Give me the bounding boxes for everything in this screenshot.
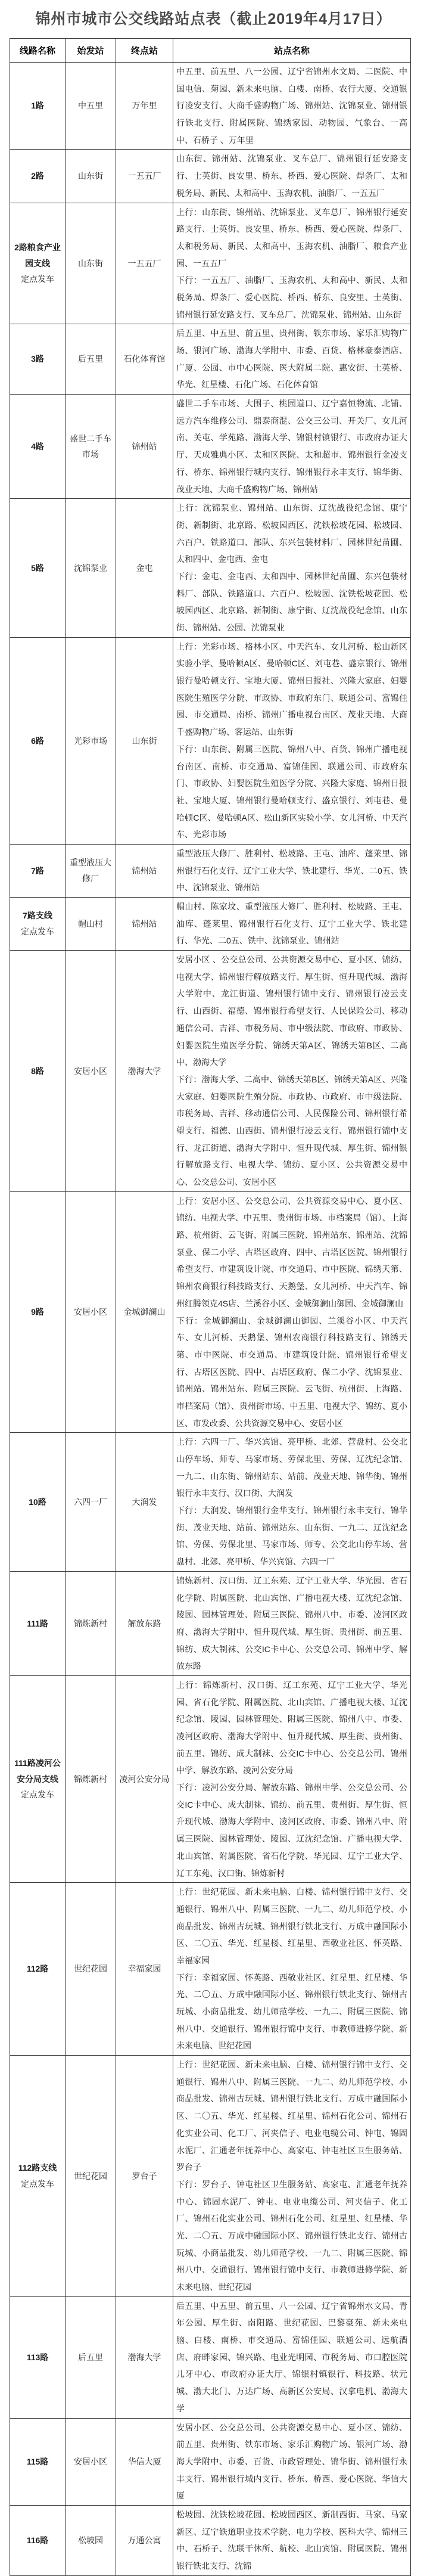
stops-paragraph: 上行：山东街、锦州站、沈锦泵业、叉车总厂、锦州银行延安路支行、士英街、良安里、桥东、桥西、爱心医院、焊条厂、太和税务局、新民、太和高中、玉海农机、油脂厂、粮食产业园、一五五厂 [176,207,407,268]
table-row [10,844,411,897]
origin-station-cell: 帽山村 [66,898,116,951]
route-note: 定点发车 [21,927,54,937]
terminus-station-cell: 渤海大学 [116,951,173,1192]
stops-paragraph: 下行：罗台子、钟屯社区卫生服务站、高家屯、汇通老年抚养中心、锦固水泥厂、钟屯、电业电缆公司、河夹信子、化工厂、锦州石化实业公司、锦州石化公司、红星里、红星楼、华光、二〇五、万成中融国际小区、锦州银行铁北支行、锦州古玩城、小商品批发、幼儿师范学校、一九二、附属三医院、锦州八中、交通银行、锦州银行锦中支行、市教师进修学院、新未来电脑、世纪花园 [176,2179,407,2292]
table-row [10,2296,411,2418]
table-row [10,1191,411,1433]
route-cell [10,1433,66,1572]
table-row [10,2505,411,2575]
origin-station-cell: 山东街 [66,150,116,203]
stop-names-cell [173,2056,411,2297]
terminus-station-cell: 一五五厂 [116,203,173,324]
terminus-station-cell: 一五五厂 [116,150,173,203]
route-name: 7路支线 [23,911,52,921]
stops-paragraph: 上行：六四一厂、华兴宾馆、亮甲桥、北郊、营盘村、公交北山停车场、师专、马家市场、劳保北里、劳保、辽沈纪念馆、一九二、山东街、锦州站东、站前、茂业天地、锦华街、锦州银行永丰支行、汉口街、大润发 [176,1437,407,1498]
terminus-station-cell: 锦州站 [116,844,173,897]
stops-paragraph: 帽山村、陈家坟、重型液压大修厂、胜利村、松坡路、王屯、油库、蓬莱里、锦州银行石化支行、辽宁工业大学、铁北建行、华光、二0五、铁中、沈锦泵业、锦州站 [176,902,407,946]
route-cell [10,63,66,150]
stops-paragraph: 下行：金城御澜山、金城御澜山御园、兰溪谷小区、中天汽车、女儿河桥、天鹅堡、锦州农商银行科技路支行、锦绣天第、市中医院、市交通局、市建筑设计院、锦州银行希望支行、古塔区医院、四中、古塔区政府、保二小学、沈锦泵业、锦州站、锦州站东、附属三医院、云飞街、杭州街、上海路、市档案局（馆）、贵州街市场、中五里、电视大学、锦纺、夏小区、市发改委、公共资源交易中心、安居小区 [176,1315,407,1428]
origin-station-cell: 中五里 [66,63,116,150]
table-row [10,324,411,395]
route-cell [10,898,66,951]
origin-station-cell: 后五里 [66,324,116,395]
route-cell [10,499,66,638]
stop-names-cell [173,324,411,395]
route-cell [10,203,66,324]
origin-station-cell: 沈锦泵业 [66,499,116,638]
route-cell [10,2418,66,2505]
table-row [10,898,411,951]
stops-paragraph: 上行：光彩市场、格林小区、中天汽车、女儿河桥、松山新区实验小学、曼哈顿A区、曼哈顿C区、刘屯巷、盛京银行、锦州银行曼哈顿支行、宝地大厦、锦州日报社、兴隆大家庭、妇婴医院生殖医学分院、市政协、市政府东门、联通公司、富锦佳园、市交通局、南桥、锦州广播电视台南区、茂业天地、大商千盛购物广场、客运站、山东街 [176,641,407,737]
terminus-station-cell: 解放东路 [116,1571,173,1675]
route-name: 2路粮食产业园支线 [14,243,61,268]
route-cell [10,637,66,844]
route-name: 111路 [27,1618,48,1628]
route-name: 111路凌河公安分局支线 [14,1758,61,1784]
route-name: 112路 [26,1964,49,1974]
stop-names-cell [173,1191,411,1433]
stops-paragraph: 上行：世纪花园、新未来电脑、白楼、锦州银行锦中支行、交通银行、锦州八中、附属三医院、一九二、幼儿师范学校、小商品批发、锦州古玩城、锦州银行铁北支行、万成中融国际小区、二〇五、华光、红星楼、红星里、锦州石化公司、锦州石化实业公司、化工厂、河夹信子、电业电缆公司、钟屯、锦固水泥厂、汇通老年抚养中心、高家屯、钟屯社区卫生服务站、罗台子 [176,2060,407,2172]
route-note: 定点发车 [21,2178,54,2189]
stop-names-cell [173,2505,411,2575]
route-cell [10,2296,66,2418]
terminus-station-cell: 石化体育馆 [116,324,173,395]
bus-routes-table [10,38,411,2576]
stop-names-cell [173,1675,411,1882]
origin-station-cell: 安居小区 [66,2418,116,2505]
stops-paragraph: 上行：世纪花园、新未来电脑、白楼、锦州银行锦中支行、交通银行、锦州八中、附属三医院、一九二、幼儿师范学校、小商品批发、锦州古玩城、锦州银行铁北支行、万成中融国际小区、二〇五、华光、红星楼、红星里、西敬业社区、怀英路、幸福家园 [176,1887,407,1965]
route-name: 3路 [31,354,44,364]
table-row [10,2418,411,2505]
route-cell [10,1571,66,1675]
header-origin-station: 始发站 [66,39,116,63]
table-row [10,951,411,1192]
stop-names-cell [173,203,411,324]
stops-paragraph: 上行：沈锦泵业、锦州站、山东街、辽沈战役纪念馆、康宁街、新制街、北京路、松坡园西区、沈铁松坡花园、松坡园、六百户、铁路道口、部队、东兴包装材料厂、园林世纪苗圃、太和四中、金屯西、金屯 [176,503,407,564]
stops-paragraph: 盛世二手车市场、大围子、桃园道口、辽宁嘉恒物流、北铺、远方汽车维修公司、鼎泰商混、公交三公司、开关厂、女儿河南、关屯、学苑路、渤海大学、锦银村镇银行、市政府办证大厅、天成雅典小区、太和区医院、太和超市、锦州银行金凌支行、桥东、锦州银行城内支行、锦州银行永丰支行、锦华街、茂业天地、大商千盛购物广场、锦州站 [176,399,407,494]
route-name: 9路 [31,1307,44,1317]
route-cell [10,1191,66,1433]
route-name: 115路 [26,2456,49,2466]
terminus-station-cell: 大润发 [116,1433,173,1572]
stops-paragraph: 山东街、锦州站、沈锦泵业、叉车总厂、锦州银行延安路支行、士英街、良安里、桥东、桥西、爱心医院、焊条厂、太和税务局、新民、太和高中、玉海农机、油脂厂、一五五厂 [176,154,407,198]
table-row [10,1883,411,2056]
table-row [10,2056,411,2297]
stops-paragraph: 下行：渤海大学、二高中、锦绣天第B区、锦绣天第A区、兴隆大家庭、妇婴医院生殖分院、市政协、市政府、市中级法院、市税务局、吉祥、移动通信公司、人民保险公司、锦州银行希望支行、福德、山西街、锦州银行凌云支行、锦州银行锦中支行、龙江街道、渤海大学附中、恒升现代城、厚生街、锦州银行解放路支行、电视大学、锦纺、夏小区、公共资源交易中心、公交总公司、安居小区 [176,1074,407,1187]
terminus-station-cell: 万通公寓 [116,2505,173,2575]
route-cell [10,324,66,395]
origin-station-cell: 山东街 [66,203,116,324]
terminus-station-cell: 锦州站 [116,898,173,951]
terminus-station-cell: 渤海大学 [116,2296,173,2418]
origin-station-cell: 世纪花园 [66,2056,116,2297]
stop-names-cell [173,2296,411,2418]
stop-names-cell [173,499,411,638]
terminus-station-cell: 罗台子 [116,2056,173,2297]
stops-paragraph: 锦炼新村、汉口街、辽工东苑、辽宁工业大学、华光园、省石化学院、附属医院、北山宾馆、广播电视大楼、辽沈纪念馆、陵园、园林管理处、附属三医院、锦州八中、市委、凌河区政府、渤海大学附中、恒升现代城、厚生街、贵州街、前五里、锦纺、成大制袜、公交IC卡中心、公交总公司、锦州中学、解放东路 [176,1575,407,1671]
stop-names-cell [173,637,411,844]
stops-paragraph: 下行：一五五厂、油脂厂、玉海农机、太和高中、新民、太和税务局、焊条厂、爱心医院、桥西、桥东、良安里、士英街、锦州银行延安路支行、叉车总厂、沈锦泵业、锦州站、山东街 [176,275,407,319]
stops-paragraph: 上行：锦炼新村、汉口街、辽工东苑、辽宁工业大学、华光园、省石化学院、附属医院、北山宾馆、广播电视大楼、辽沈纪念馆、陵园、园林管理处、附属三医院、锦州八中、市委、凌河区政府、渤海大学附中、恒升现代城、厚生街、贵州街、前五里、锦纺、成大制袜、公交IC卡中心、公交总公司、锦州中学、解放东路、凌河公安分局 [176,1680,407,1776]
origin-station-cell: 世纪花园 [66,1883,116,2056]
route-name: 1路 [31,101,44,111]
header-terminus-station: 终点站 [116,39,173,63]
stops-paragraph: 松坡园、沈铁松坡花园、松坡园西区、新制西街、马家、马家新区、辽宁铁道职业技术学院、电力学校、医科大学、锦州三中、石桥子、沈联干休所、航校、北山宾馆、附属医院、锦州银行铁北支行、沈锦 [176,2509,407,2571]
stops-paragraph: 下行：金屯、金屯西、太和四中、园林世纪苗圃、东兴包装材料厂、部队、铁路道口、六百户、松坡园、沈铁松坡花园、松坡园西区、北京路、新制街、康宁街、辽沈战役纪念馆、山东街、锦州站、公园、沈锦泵业 [176,571,407,632]
stop-names-cell [173,1883,411,2056]
route-name: 4路 [31,441,44,451]
terminus-station-cell: 金城御澜山 [116,1191,173,1433]
origin-station-cell: 锦炼新村 [66,1571,116,1675]
stop-names-cell [173,898,411,951]
route-name: 6路 [31,735,44,746]
table-row [10,63,411,150]
stops-paragraph: 下行：凌河公安分局、解放东路、锦州中学、公交总公司、公交IC卡中心、成大制袜、锦纺、前五里、贵州街、厚生街、恒升现代城、渤海大学附中、凌河区政府、市委、锦州八中、附属三医院、园林管理处、陵园、辽沈纪念馆、广播电视大学、北山宾馆、附属医院、省石化学院、华光园、辽宁工业大学、辽工东苑、汉口街、锦炼新村 [176,1783,407,1878]
route-name: 10路 [29,1497,46,1507]
route-cell [10,1883,66,2056]
route-name: 116路 [26,2535,49,2546]
stop-names-cell [173,150,411,203]
stops-paragraph: 后五里、中五里、前五里、贵州街、铁东市场、家乐汇购物广场、银河广场、渤海大学附中、市委、百货、格林豪泰酒店、广厦、公园、市中心医院、医大附属二院、惠安街、士英桥、华光、红星楼、石化广场、石化体育馆 [176,328,407,390]
terminus-station-cell: 山东街 [116,637,173,844]
header-route-name: 线路名称 [10,39,66,63]
stop-names-cell [173,63,411,150]
stop-names-cell [173,395,411,499]
terminus-station-cell: 金屯 [116,499,173,638]
table-row [10,1675,411,1882]
origin-station-cell: 六四一厂 [66,1433,116,1572]
route-cell [10,150,66,203]
stops-paragraph: 下行：大润发、锦州银行金华支行、锦州银行永丰支行、锦华街、茂业天地、站前、锦州站东、山东街、一九二、辽沈纪念馆、劳保、劳保北里、马家市场、师专、公交北山停车场、营盘村、北郊、亮甲桥、华兴宾馆、六四一厂 [176,1506,407,1567]
stop-names-cell [173,2418,411,2505]
stops-paragraph: 下行：幸福家园、怀英路、西敬业社区、红星里、红星楼、华光、二〇五、万成中融国际小区、锦州银行铁北支行、锦州古玩城、小商品批发、幼儿师范学校、一九二、附属三医院、锦州八中、交通银行、锦州银行锦中支行、市教师进修学院、新未来电脑、世纪花园 [176,1972,407,2051]
origin-station-cell: 盛世二手车市场 [66,395,116,499]
origin-station-cell: 安居小区 [66,1191,116,1433]
route-name: 2路 [31,171,44,181]
stops-paragraph: 后五里、中五里、前五里、八一公园、辽宁省锦州水文局、青年公园、厚生街、南阳路、世纪花园、巴黎豪苑、新未来电脑、白楼、南桥、市交通局、富锦佳园、联通公司、远航酒店、府畔家园、锦兴路、电业光明园、市税务局、市口腔医院儿牙中心、市政府办证大厅、锦银村镇银行、科技路、状元城、渤大北门、万达广场、高新区公安局、汉拿电机、渤海大学 [176,2301,407,2413]
route-cell [10,2505,66,2575]
route-cell [10,844,66,897]
stop-names-cell [173,951,411,1192]
table-row [10,1571,411,1675]
route-name: 113路 [26,2352,49,2362]
stop-names-cell [173,1433,411,1572]
stop-names-cell [173,844,411,897]
route-name: 7路 [31,865,44,876]
table-row [10,150,411,203]
origin-station-cell: 安居小区 [66,951,116,1192]
table-row [10,1433,411,1572]
stops-paragraph: 上行：安居小区、公交总公司、公共资源交易中心、夏小区、锦纺、电视大学、中五里、贵州街市场、市档案局（馆）、上海路、杭州街、云飞街、附属三医院、锦州站东、锦州站、沈锦泵业、保二小学、古塔区政府、四中、古塔区医院、锦州银行希望支行、市建筑设计院、市交通局、市中医院、锦绣天第、锦州农商银行科技路支行、天鹅堡、女儿河桥、中天汽车、锦州红腾领克4S店、兰溪谷小区、金城御澜山御园、金城御澜山 [176,1196,407,1308]
terminus-station-cell: 凌河公安分局 [116,1675,173,1882]
route-cell [10,395,66,499]
terminus-station-cell: 华信大厦 [116,2418,173,2505]
route-cell [10,951,66,1192]
page-title: 锦州市城市公交线路站点表（截止2019年4月17日） [35,11,392,27]
table-row [10,203,411,324]
route-name: 8路 [31,1066,44,1076]
route-note: 定点发车 [21,274,54,284]
stops-paragraph: 重型液压大修厂、胜利村、松坡路、王屯、油库、蓬莱里、锦州银行石化支行、辽宁工业大学、铁北建行、华光、二0五、铁中、沈锦泵业、锦州站 [176,848,407,893]
origin-station-cell: 重型液压大修厂 [66,844,116,897]
stops-paragraph: 安居小区 、公交总公司、公共资源交易中心、夏小区、锦纺、电视大学、锦州银行解放路支行、厚生街、恒升现代城、渤海大学附中、龙江街道、锦州银行锦中支行、锦州银行凌云支行、山西街、福德、锦州银行希望支行、人民保险公司、移动通信公司、吉祥、市税务局、市中级法院、市政府、市政协、妇婴医院生殖医学分院、锦绣天第A区、锦绣天第B区、二高中、渤海大学 [176,955,407,1067]
stop-names-cell [173,1571,411,1675]
stops-paragraph: 中五里、前五里、八一公园、辽宁省锦州水文局、二医院、中国电信、菊园、新未来电脑、白楼、南桥、农行大厦、交通银行凌安支行、大商千盛购物广场、锦州站、沈锦泵业、锦州银行铁北支行、附属医院、锦绣家园、动物园、气象台、一高中、石桥子 、万年里 [176,67,407,145]
terminus-station-cell: 万年里 [116,63,173,150]
origin-station-cell: 松坡园 [66,2505,116,2575]
table-body [10,63,411,2576]
origin-station-cell: 锦炼新村 [66,1675,116,1882]
route-cell [10,2056,66,2297]
route-name: 5路 [31,563,44,573]
route-cell [10,1675,66,1882]
terminus-station-cell: 幸福家园 [116,1883,173,2056]
route-note: 定点发车 [21,1790,54,1800]
route-name: 112路支线 [18,2163,57,2173]
origin-station-cell: 后五里 [66,2296,116,2418]
table-row [10,395,411,499]
stops-paragraph: 安居小区、公交总公司、公共资源交易中心、夏小区、锦纺、前五里、贵州街、铁东市场、家乐汇购物广场、银河广场、渤海大学附中、市委、百货、市政管理处、锦华街、锦州银行永丰支行、锦州银行城内支行、桥东、桥西、爱心医院、华信大厦 [176,2422,407,2501]
origin-station-cell: 光彩市场 [66,637,116,844]
terminus-station-cell: 锦州站 [116,395,173,499]
header-stop-names: 站点名称 [173,39,411,63]
table-row [10,499,411,638]
header-row [10,39,411,63]
stops-paragraph: 下行：山东街、附属三医院、锦州八中、百货、锦州广播电视台南区、南桥、市交通局、富锦佳园、联通公司、市政府东门、市政协、妇婴医院生殖医学分院、兴隆大家庭、锦州日报社、宝地大厦、锦州银行曼哈顿支行、盛京银行、刘屯巷、曼哈顿C区、曼哈顿A区、松山新区实验小学、女儿河桥、中天汽车、光彩市场 [176,744,407,840]
table-row [10,637,411,844]
